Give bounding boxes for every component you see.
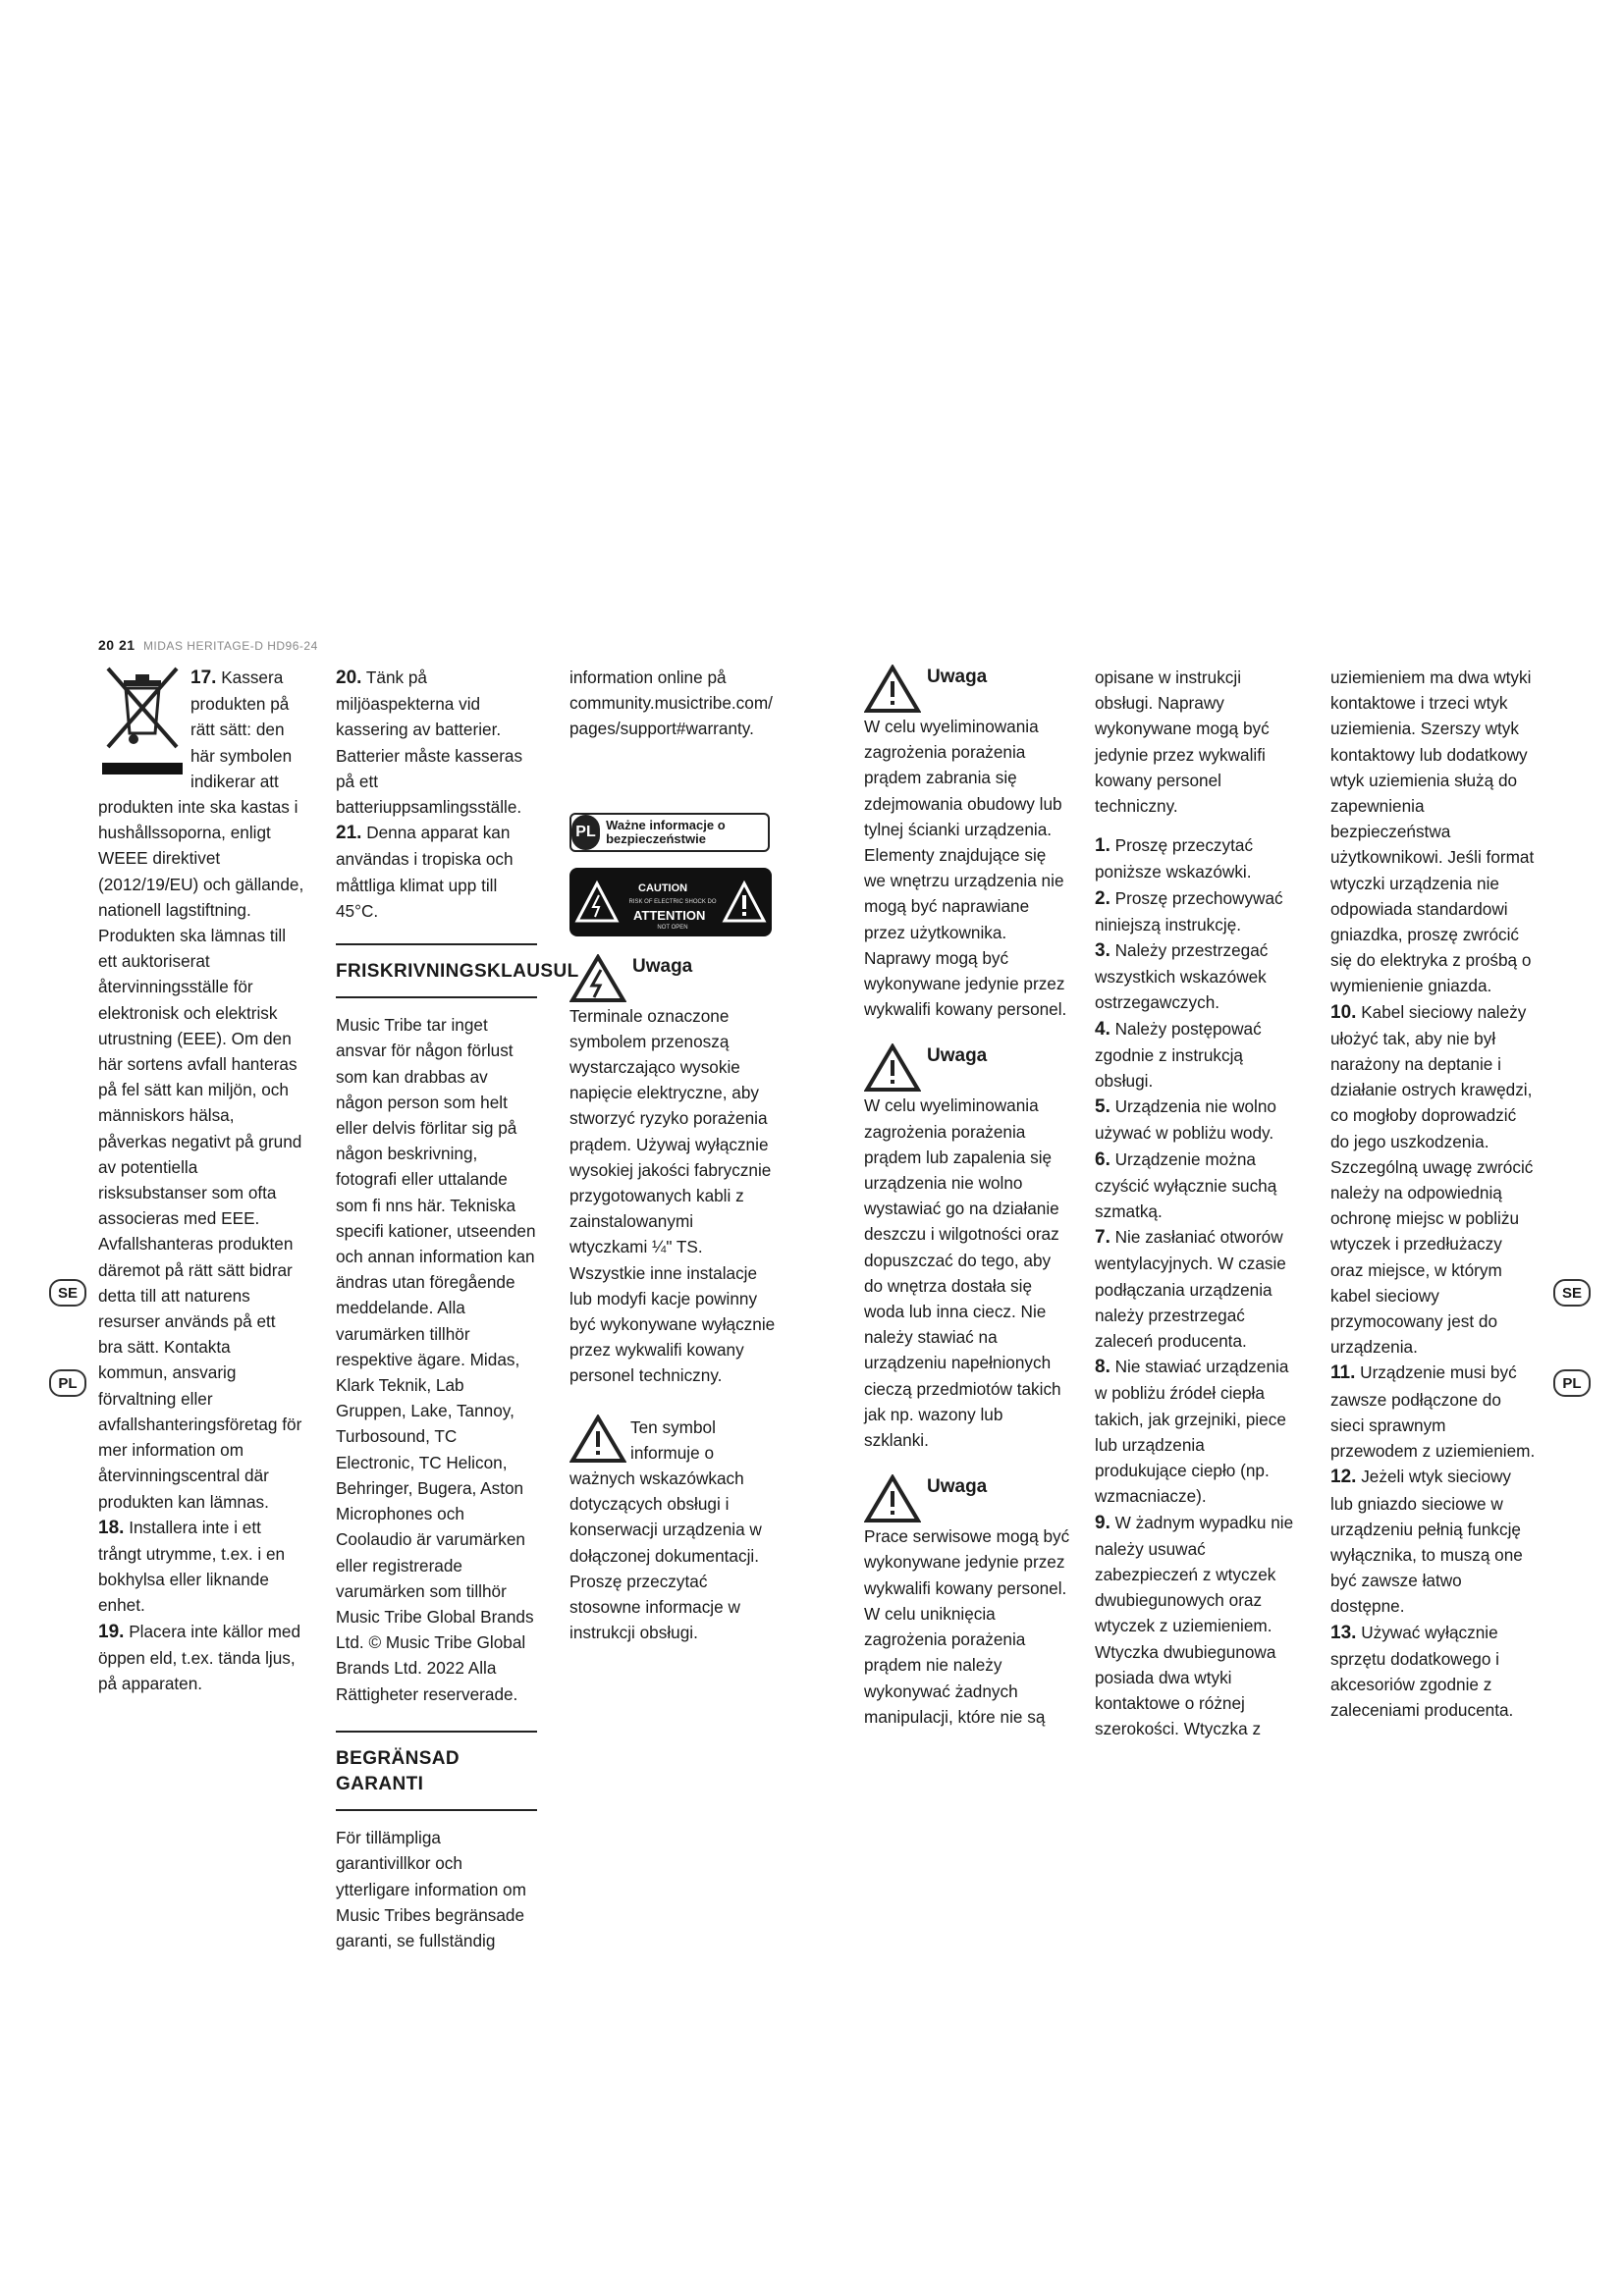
- warning-1: [864, 665, 1070, 714]
- pl-item-5: 5. Urządzenia nie wolno używać w pobliżu wody.: [1095, 1096, 1276, 1144]
- column-4: [864, 665, 1070, 1730]
- item-21: 21. Denna apparat kan användas i tropiska och måttliga klimat upp till 45°C.: [336, 823, 514, 921]
- caution-subtext: RISK OF ELECTRIC SHOCK DO NOT OPEN: [628, 898, 717, 931]
- warning-2-text: W celu wyeliminowania zagrożenia porażenia prądem lub zapalenia się urządzenia nie wolno wystawiać go na działanie deszczu i wilgotności oraz dopuszczać do tego, aby do wnętrza dostała się woda lub inna ciecz. Nie należy stawiać na urządzeniu napełnionych cieczą przedmiotów takich jak np. wazony lub szklanki.: [864, 1095, 1061, 1451]
- column-2: [336, 665, 579, 1953]
- warning-2: [569, 1415, 626, 1464]
- pl-item-7: 7. Nie zasłaniać otworów wentylacyjnych. W czasie podłączania urządzenia należy przestrzegać zaleceń producenta.: [1095, 1227, 1286, 1352]
- item-19: 19. Placera inte källor med öppen eld, t.ex. tända ljus, på apparaten.: [98, 1621, 301, 1693]
- pl-item-4: 4. Należy postępować zgodnie z instrukcją obsługi.: [1095, 1018, 1262, 1092]
- pl-item-3: 3. Należy przestrzegać wszystkich wskazówek ostrzegawczych.: [1095, 940, 1269, 1013]
- pl-item-6: 6. Urządzenie można czyścić wyłącznie suchą szmatką.: [1095, 1148, 1277, 1222]
- column-1: [98, 665, 304, 1696]
- warning-1-text: Terminale oznaczone symbolem przenoszą wystarczająco wysokie napięcie elektryczne, aby stworzyć ryzyko porażenia prądem. Używaj wyłącznie wysokiej jakości fabrycznie przygotowanych kabli z zainstalowanymi wtyczkami ¼" TS. Wszystkie inne instalacje lub modyfi kacje powinny być wykonywane wyłącznie przez wykwalifi kowany personel techniczny.: [569, 1005, 776, 1386]
- column-5: [1095, 665, 1301, 1741]
- warning-3-text: Prace serwisowe mogą być wykonywane jedynie przez wykwalifi kowany personel. W celu uniknięcia zagrożenia porażenia prądem nie należy wykonywać żadnych manipulacji, które nie są: [864, 1526, 1070, 1727]
- caution-title: CAUTION: [638, 881, 688, 894]
- pl-item-12: 12. Jeżeli wtyk sieciowy lub gniazdo sieciowe w urządzeniu pełnią funkcję wyłącznika, to muszą one być zawsze łatwo dostępne.: [1330, 1467, 1523, 1617]
- warning-3: [864, 1474, 1070, 1523]
- pl-item-2: 2. Proszę przechowywać niniejszą instrukcję.: [1095, 887, 1283, 934]
- doc-title: MIDAS HERITAGE-D HD96-24: [142, 639, 318, 653]
- lang-badge-se-left: SE: [49, 1279, 86, 1307]
- weee-bin-icon: [98, 665, 187, 780]
- warranty-continued: information online på community.musictribe.com/ pages/support#warranty.: [569, 667, 773, 739]
- plug-continued: uziemieniem ma dwa wtyki kontaktowe i trzeci wtyk uziemienia. Szerszy wtyk kontaktowy lub dodatkowy wtyk uziemienia służą do zapewnienia bezpieczeństwa użytkownikowi. Jeśli format wtyczki urządzenia nie odpowiada standardowi gniazdka, proszę zwrócić się do elektryka z prośbą o wymienienie gniazda.: [1330, 667, 1535, 996]
- lang-badge-pl-right: PL: [1553, 1369, 1591, 1397]
- pl-item-13: 13. Używać wyłącznie sprzętu dodatkowego i akcesoriów zgodnie z zaleceniami producenta.: [1330, 1622, 1514, 1721]
- pl-item-9: 9. W żadnym wypadku nie należy usuwać zabezpieczeń z wtyczek dwubiegunowych oraz wtyczek z uziemieniem. Wtyczka dwubiegunowa posiada dwa wtyki kontaktowe o różnej szerokości. Wtyczka z: [1095, 1512, 1294, 1739]
- pl-safety-label-text: Ważne informacje o bezpieczeństwie: [606, 817, 726, 846]
- lang-badge-se-right: SE: [1553, 1279, 1591, 1307]
- page-header: [98, 637, 318, 653]
- column-6: [1330, 665, 1537, 1723]
- item-18: 18. Installera inte i ett trångt utrymme, t.ex. i en bokhylsa eller liknande enhet.: [98, 1517, 286, 1616]
- caution-label: [569, 868, 772, 936]
- pl-item-11: 11. Urządzenie musi być zawsze podłączone do sieci sprawnym przewodem z uziemieniem.: [1330, 1362, 1536, 1462]
- page-numbers: 20 21: [98, 637, 135, 653]
- item-17: 17. Kassera produkten på rätt sätt: den här symbolen indikerar att produkten inte ska kastas i hushållssoporna, enligt WEEE direktivet (2012/19/EU) och gällande, nationell lagstiftning. Produkten ska lämnas till ett auktoriserat återvinningsställe för elektronisk och elektrisk utrustning (EEE). Om den här sortens avfall hanteras på fel sätt kan miljön, och människors hälsa, påverkas negativt på grund av potentiella risksubstanser som ofta associeras med EEE. Avfallshanteras produkten däremot på rätt sätt bidrar detta till att naturens resurser används på ett bra sätt. Kontakta kommun, ansvarig förvaltning eller avfallshanteringsföretag för mer information om återvinningscentral där produkten kan lämnas.: [98, 667, 304, 1512]
- warning-3-title: Uwaga: [927, 1476, 988, 1498]
- pl-safety-label: [569, 813, 770, 852]
- exclamation-warning-icon: [864, 665, 921, 714]
- service-continued: opisane w instrukcji obsługi. Naprawy wykonywane mogą być jedynie przez wykwalifi kowany personel techniczny.: [1095, 667, 1270, 817]
- exclamation-warning-icon: [864, 1043, 921, 1093]
- heading-disclaimer: FRISKRIVNINGSKLAUSUL: [336, 943, 537, 998]
- warning-2-text: Ten symbol informuje o ważnych wskazówkach dotyczących obsługi i konserwacji urządzenia w dołączonej dokumentacji. Proszę przeczytać stosowne informacje w instrukcji obsługi.: [569, 1416, 762, 1643]
- pl-badge: PL: [571, 815, 600, 850]
- electric-shock-icon: [569, 954, 626, 1003]
- warning-1-title: Uwaga: [927, 667, 988, 687]
- pl-item-8: 8. Nie stawiać urządzenia w pobliżu źródeł ciepła takich, jak grzejniki, piece lub urządzenia produkujące ciepło (np. wzmacniacze).: [1095, 1357, 1289, 1507]
- warning-1-title: Uwaga: [632, 955, 693, 977]
- exclamation-warning-icon: [864, 1474, 921, 1523]
- warning-2-title: Uwaga: [927, 1045, 988, 1067]
- warranty-text: För tillämpliga garantivillkor och ytterligare information om Music Tribes begränsade garanti, se fullständig: [336, 1828, 526, 1950]
- warning-1: [569, 954, 776, 1003]
- exclamation-warning-icon: [569, 1415, 626, 1464]
- lang-badge-pl-left: PL: [49, 1369, 86, 1397]
- warning-1-text: W celu wyeliminowania zagrożenia porażenia prądem zabrania się zdejmowania obudowy lub tylnej ścianki urządzenia. Elementy znajdujące się we wnętrzu urządzenia nie mogą być naprawiane przez użytkownika. Naprawy mogą być wykonywane jedynie przez wykwalifi kowany personel.: [864, 717, 1067, 1020]
- pl-item-10: 10. Kabel sieciowy należy ułożyć tak, aby nie był narażony na deptanie i działanie ostrych krawędzi, co mogłoby doprowadzić do jego uszkodzenia. Szczególną uwagę zwrócić należy na odpowiednią ochronę miejsc w pobliżu wtyczek i przedłużaczy oraz miejsce, w którym kabel sieciowy przymocowany jest do urządzenia.: [1330, 1001, 1534, 1358]
- pl-item-1: 1. Proszę przeczytać poniższe wskazówki.: [1095, 835, 1254, 882]
- attention-title: ATTENTION: [633, 907, 706, 923]
- column-3: [569, 665, 776, 1645]
- heading-warranty: BEGRÄNSAD GARANTI: [336, 1731, 537, 1811]
- item-20: 20. Tänk på miljöaspekterna vid kassering av batterier. Batterier måste kasseras på ett batteriuppsamlingsställe.: [336, 667, 523, 818]
- warning-2: [864, 1043, 1070, 1093]
- disclaimer-text: Music Tribe tar inget ansvar för någon förlust som kan drabbas av någon person som helt eller delvis förlitar sig på någon beskrivning, fotografi eller uttalande som fi nns här. Tekniska specifi kationer, utseenden och annan information kan ändras utan föregående meddelande. Alla varumärken tillhör respektive ägare. Midas, Klark Teknik, Lab Gruppen, Lake, Tannoy, Turbosound, TC Electronic, TC Helicon, Behringer, Bugera, Aston Microphones och Coolaudio är varumärken eller registrerade varumärken som tillhör Music Tribe Global Brands Ltd. © Music Tribe Global Brands Ltd. 2022 Alla Rättigheter reserverade.: [336, 1015, 536, 1704]
